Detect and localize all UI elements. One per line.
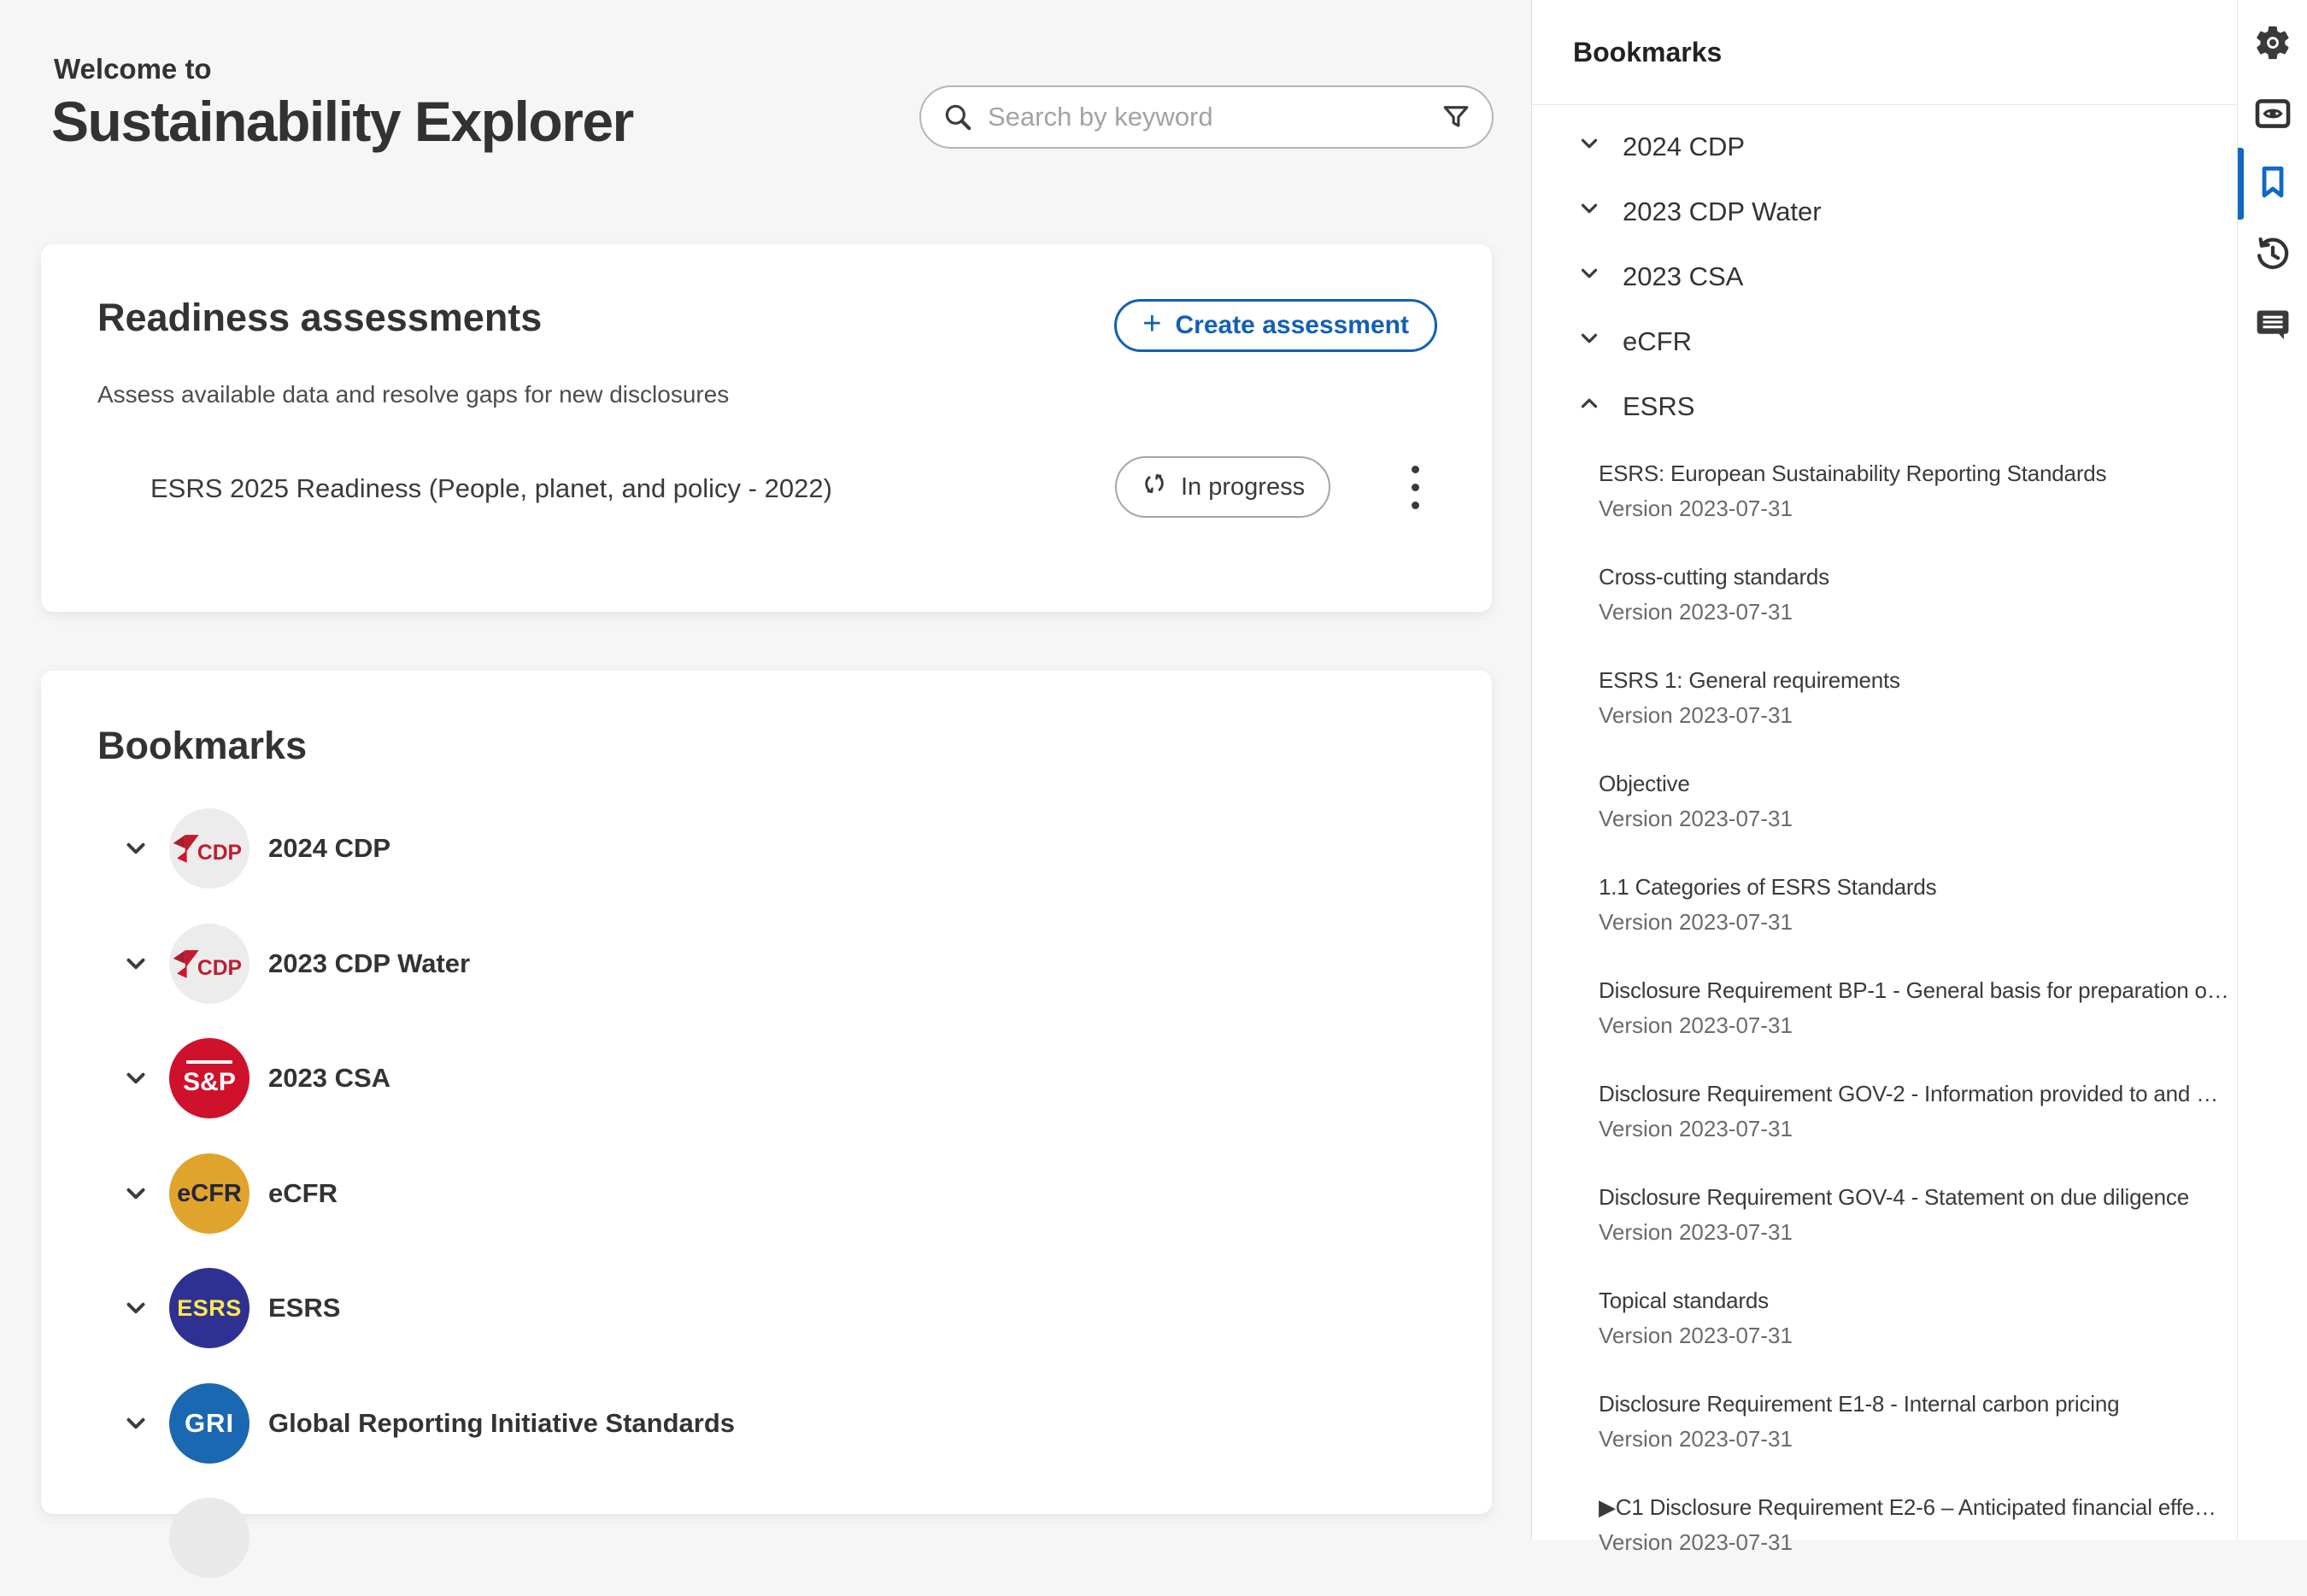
sidebar-bookmark-item[interactable]: Objective Version 2023-07-31 — [1599, 771, 1793, 831]
bookmark-label: 2023 CSA — [268, 1063, 391, 1093]
active-tab-indicator — [2238, 148, 2244, 220]
sidebar-bookmark-item[interactable]: Disclosure Requirement GOV-4 - Statement on due diligence Version 2023-07-31 — [1599, 1184, 2189, 1245]
ecfr-logo: eCFR — [169, 1153, 249, 1234]
sidebar-group-2023-csa[interactable] — [1532, 244, 2237, 309]
comments-icon[interactable] — [2253, 305, 2292, 344]
chevron-down-icon[interactable] — [121, 1064, 150, 1093]
chevron-down-icon[interactable] — [121, 834, 150, 863]
chevron-down-icon[interactable] — [1576, 326, 1602, 358]
placeholder-logo — [169, 1498, 249, 1578]
chevron-down-icon[interactable] — [1576, 196, 1602, 228]
sync-icon — [1141, 470, 1168, 504]
esrs-logo: ESRS — [169, 1268, 249, 1348]
sidebar-bookmark-item[interactable]: ESRS 1: General requirements Version 2023-07-31 — [1599, 667, 1900, 728]
bookmark-row-esrs[interactable] — [121, 1268, 340, 1348]
bookmark-label: ESRS — [268, 1293, 341, 1323]
cdp-logo — [169, 808, 249, 889]
sidebar-bookmark-item[interactable]: Disclosure Requirement E1-8 - Internal carbon pricing Version 2023-07-31 — [1599, 1391, 2120, 1452]
readiness-assessments-card — [41, 244, 1492, 612]
group-label: ESRS — [1623, 391, 1695, 421]
preview-eye-icon[interactable] — [2253, 94, 2292, 133]
history-icon[interactable] — [2253, 235, 2292, 274]
gri-logo: GRI — [169, 1383, 249, 1464]
assessment-name[interactable]: ESRS 2025 Readiness (People, planet, and policy - 2022) — [150, 473, 832, 503]
sidebar-bookmark-item[interactable]: ▶C1 Disclosure Requirement E2-6 – Anticipated financial effe… Version 2023-07-31 — [1599, 1494, 2216, 1555]
sidebar-group-esrs[interactable] — [1532, 374, 2237, 439]
sidebar-bookmark-item[interactable]: Topical standards Version 2023-07-31 — [1599, 1288, 1793, 1348]
group-label: 2023 CDP Water — [1623, 197, 1822, 226]
bookmark-row-gri[interactable] — [121, 1383, 735, 1464]
group-label: 2023 CSA — [1623, 261, 1744, 291]
bookmark-label: Global Reporting Initiative Standards — [268, 1408, 736, 1438]
bookmark-label: 2024 CDP — [268, 833, 391, 863]
kebab-menu-icon[interactable] — [1389, 460, 1441, 514]
chevron-down-icon[interactable] — [121, 949, 150, 978]
search-icon — [942, 101, 974, 133]
cdp-logo — [169, 924, 249, 1004]
sidebar-bookmark-item[interactable]: Cross-cutting standards Version 2023-07-31 — [1599, 564, 1829, 625]
bookmarks-card — [41, 671, 1492, 1514]
chevron-down-icon[interactable] — [121, 1294, 150, 1323]
create-assessment-button[interactable] — [1114, 299, 1437, 352]
readiness-title: Readiness assessments — [97, 296, 543, 339]
status-badge[interactable] — [1115, 456, 1330, 518]
sidebar-group-2023-cdp-water[interactable] — [1532, 179, 2237, 244]
status-label: In progress — [1181, 472, 1306, 501]
sidebar-bookmark-item[interactable]: 1.1 Categories of ESRS Standards Version 2023-07-31 — [1599, 874, 1937, 935]
bookmark-row-2023-csa[interactable] — [121, 1038, 390, 1118]
bookmark-row-partial — [121, 1498, 268, 1578]
bookmarks-panel-title: Bookmarks — [1532, 0, 2237, 105]
sp-logo: S&P — [169, 1038, 249, 1118]
chevron-down-icon[interactable] — [1576, 131, 1602, 163]
bookmarks-panel — [1531, 0, 2237, 1555]
search-bar[interactable] — [919, 85, 1494, 149]
plus-icon: + — [1142, 306, 1162, 342]
chevron-down-icon[interactable] — [121, 1409, 150, 1438]
sidebar-bookmark-item[interactable]: Disclosure Requirement GOV-2 - Information provided to and … Version 2023-07-31 — [1599, 1081, 2219, 1141]
right-toolbar — [2237, 0, 2307, 1540]
group-label: eCFR — [1623, 326, 1692, 356]
group-label: 2024 CDP — [1623, 132, 1746, 161]
bookmarks-card-title: Bookmarks — [97, 724, 308, 767]
bookmark-label: 2023 CDP Water — [268, 948, 471, 978]
bookmark-label: eCFR — [268, 1178, 338, 1208]
bookmarks-icon[interactable] — [2253, 162, 2292, 202]
readiness-subtitle: Assess available data and resolve gaps for new disclosures — [97, 381, 730, 408]
bookmark-row-2023-cdp-water[interactable] — [121, 924, 470, 1004]
bookmark-row-2024-cdp[interactable] — [121, 808, 390, 889]
chevron-down-icon[interactable] — [121, 1179, 150, 1208]
sidebar-group-ecfr[interactable] — [1532, 309, 2237, 374]
sidebar-group-2024-cdp[interactable] — [1532, 114, 2237, 179]
chevron-down-icon[interactable] — [1576, 261, 1602, 293]
svg-text:CDP: CDP — [197, 957, 242, 981]
page-title: Sustainability Explorer — [51, 90, 633, 153]
welcome-label: Welcome to — [54, 53, 212, 85]
filter-funnel-icon[interactable] — [1441, 102, 1471, 132]
bookmark-row-ecfr[interactable] — [121, 1153, 338, 1234]
settings-gear-icon[interactable] — [2253, 23, 2292, 62]
search-input[interactable] — [988, 102, 1427, 132]
create-assessment-label: Create assessment — [1175, 311, 1409, 339]
sidebar-bookmark-item[interactable]: Disclosure Requirement BP-1 - General basis for preparation o… Version 2023-07-31 — [1599, 977, 2229, 1038]
chevron-up-icon[interactable] — [1576, 390, 1602, 423]
svg-text:CDP: CDP — [197, 842, 242, 865]
sidebar-bookmark-item[interactable]: ESRS: European Sustainability Reporting Standards Version 2023-07-31 — [1599, 461, 2107, 521]
